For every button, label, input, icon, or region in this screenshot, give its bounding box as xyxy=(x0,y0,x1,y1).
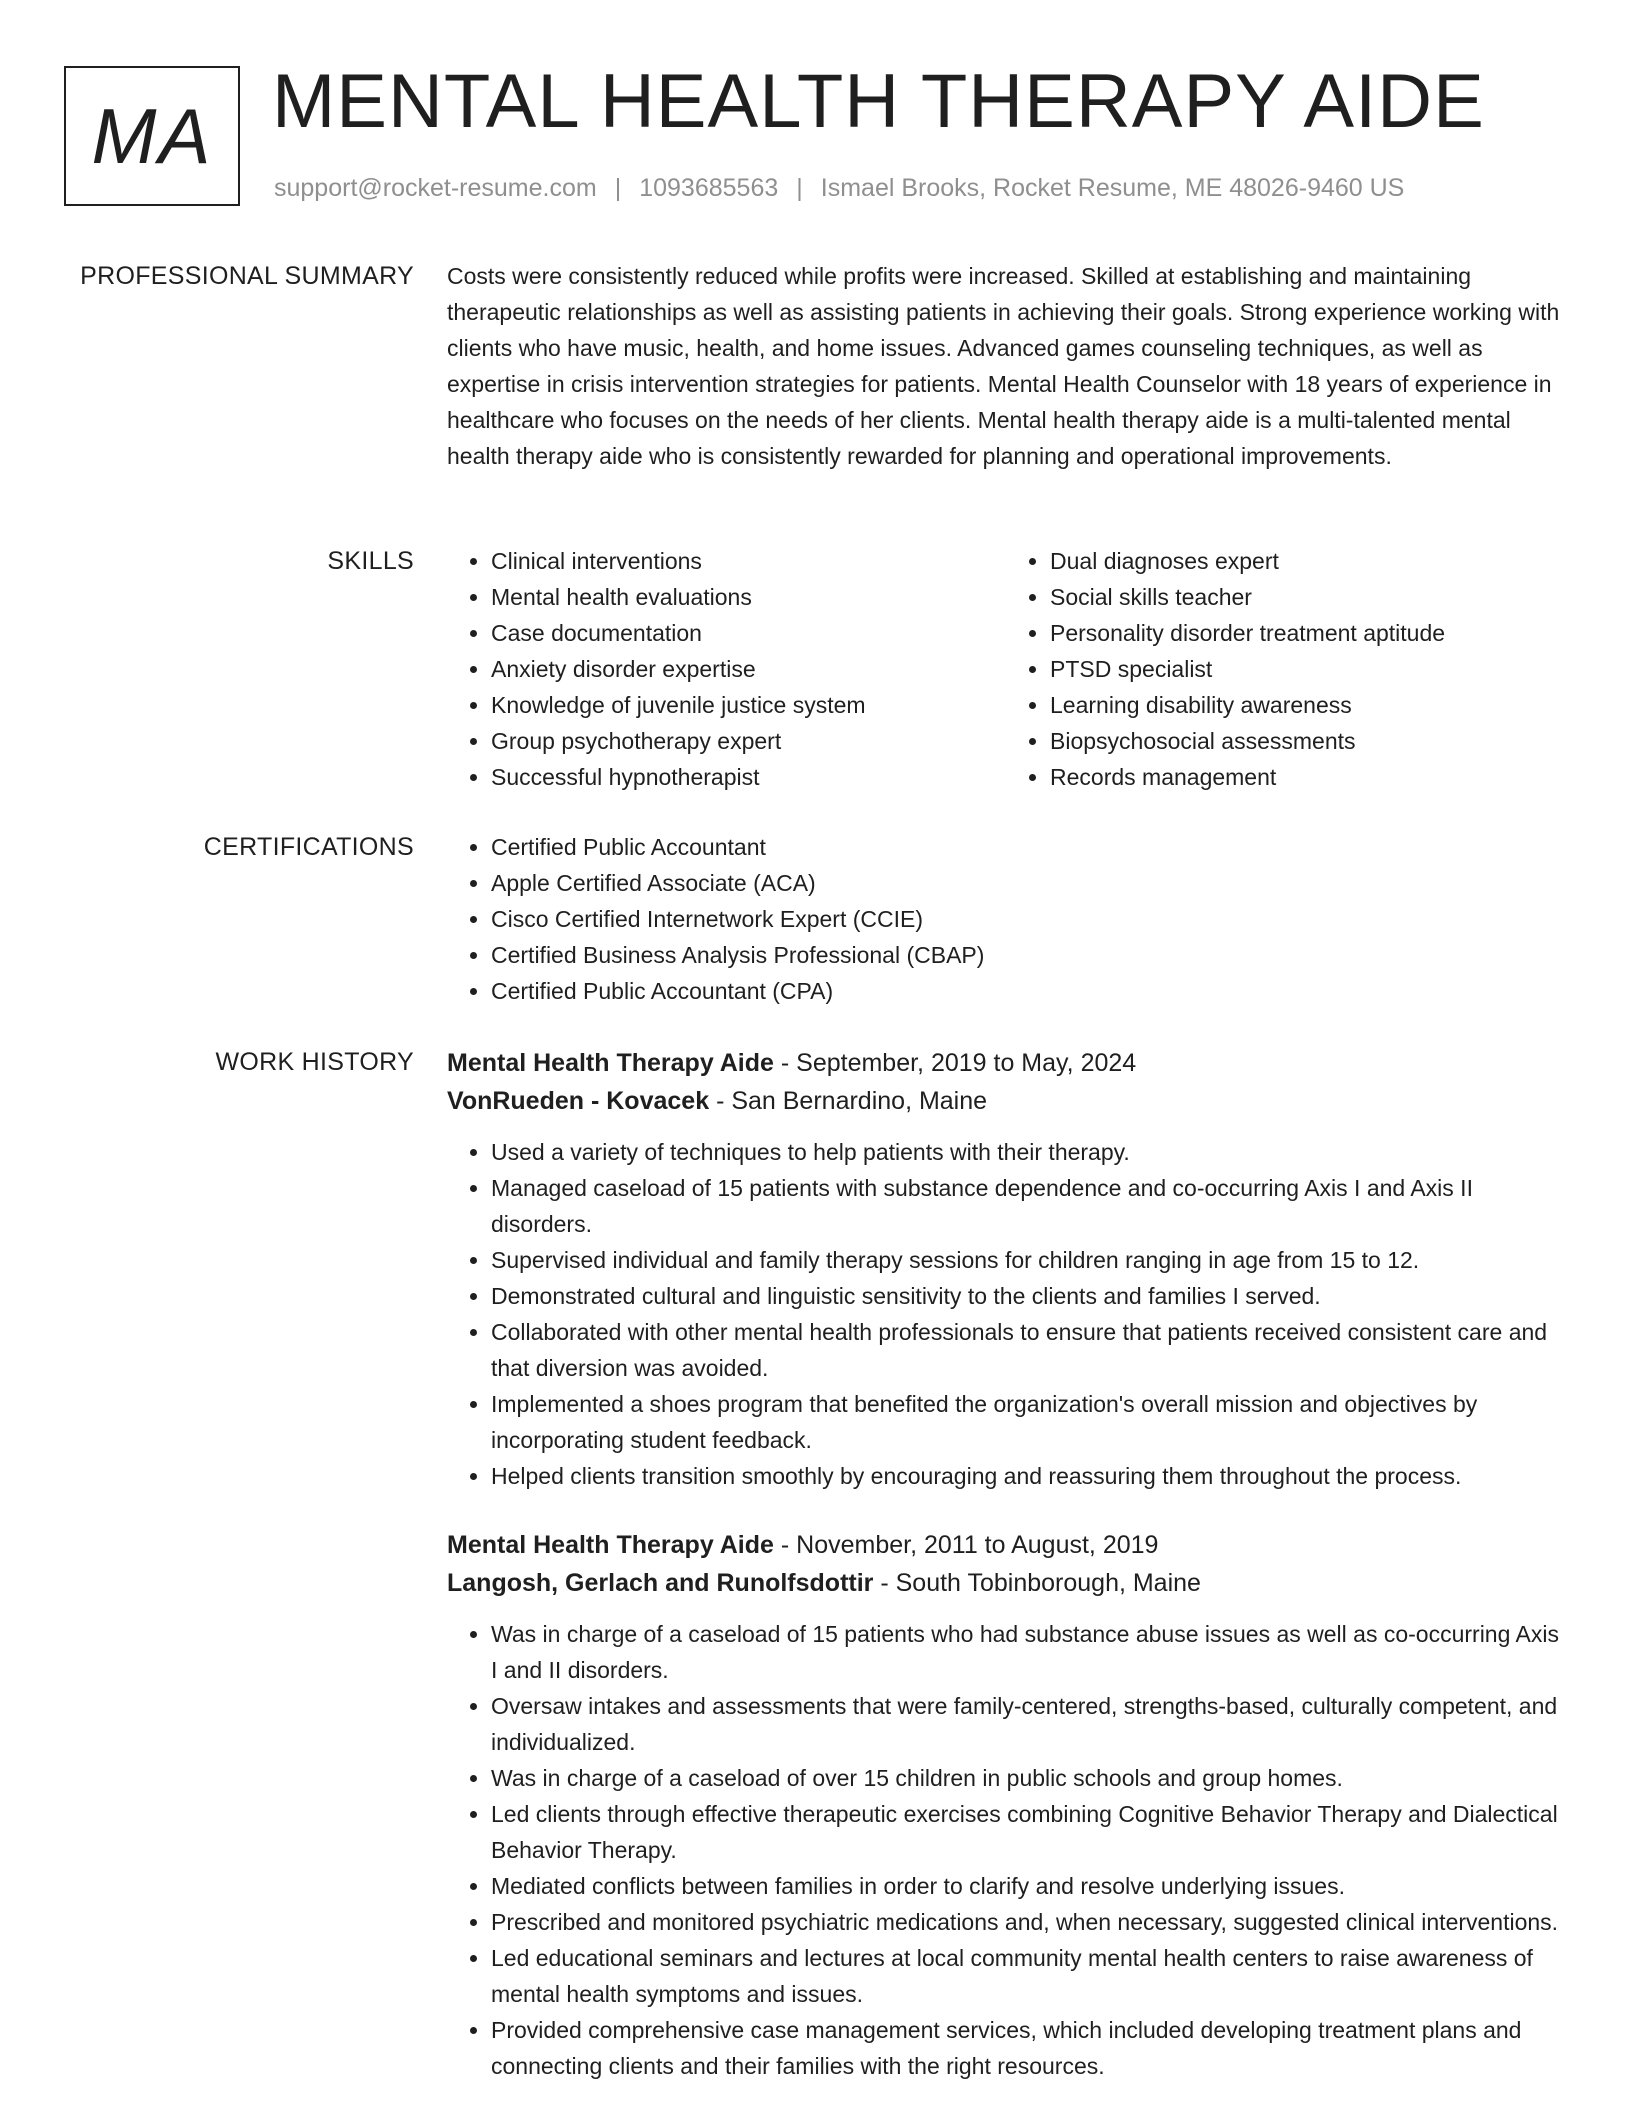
job-company: VonRueden - Kovacek xyxy=(447,1087,710,1115)
job-bullet: • Implemented a shoes program that benefited the organization's overall mission and objectives by incorporating student feedback. xyxy=(491,1386,1565,1458)
job-bullet: • Led educational seminars and lectures at local community mental health centers to raise awareness of mental health symptoms and issues. xyxy=(491,1940,1565,2012)
work-history-body xyxy=(447,1044,1565,2084)
job-bullet: • Led clients through effective therapeutic exercises combining Cognitive Behavior Therapy and Dialectical Behavior Therapy. xyxy=(491,1796,1565,1868)
job-bullet: • Was in charge of a caseload of 15 patients who had substance abuse issues as well as co-occurring Axis I and II disorders. xyxy=(491,1616,1565,1688)
skill-item: • Learning disability awareness xyxy=(1050,687,1565,723)
summary-text: Costs were consistently reduced while profits were increased. Skilled at establishing and maintaining therapeutic relationships as well as assisting patients in achieving their goals. Strong experience working with clients who have music, health, and home issues. Advanced games counseling techniques, as well as expertise in crisis intervention strategies for patients. Mental Health Counselor with 18 years of experience in healthcare who focuses on the needs of her clients. Mental health therapy aide is a multi-talented mental health therapy aide who is consistently rewarded for planning and operational improvements. xyxy=(447,263,1560,469)
skill-item: • Anxiety disorder expertise xyxy=(491,651,1006,687)
certification-item: • Certified Public Accountant xyxy=(491,829,1565,865)
job-title: Mental Health Therapy Aide xyxy=(447,1531,774,1559)
job-heading xyxy=(447,1526,1565,1564)
section-label-certifications: CERTIFICATIONS xyxy=(203,833,414,861)
job-bullet: • Prescribed and monitored psychiatric medications and, when necessary, suggested clinical interventions. xyxy=(491,1904,1565,1940)
job-company: Langosh, Gerlach and Runolfsdottir xyxy=(447,1569,874,1597)
job-bullet: • Was in charge of a caseload of over 15 children in public schools and group homes. xyxy=(491,1760,1565,1796)
job-bullet: • Mediated conflicts between families in order to clarify and resolve underlying issues. xyxy=(491,1868,1565,1904)
job-bullet: • Provided comprehensive case management services, which included developing treatment plans and connecting clients and their families with the right resources. xyxy=(491,2012,1565,2084)
skill-item: • PTSD specialist xyxy=(1050,651,1565,687)
phone-number: 1093685563 xyxy=(639,174,779,202)
separator: | xyxy=(796,174,803,202)
job-bullet: • Used a variety of techniques to help patients with their therapy. xyxy=(491,1134,1565,1170)
summary-body xyxy=(447,258,1565,474)
skill-item: • Records management xyxy=(1050,759,1565,795)
skill-item: • Biopsychosocial assessments xyxy=(1050,723,1565,759)
resume-title: MENTAL HEALTH THERAPY AIDE xyxy=(272,59,1485,144)
job-entry xyxy=(447,1044,1565,1494)
job-bullet: • Demonstrated cultural and linguistic sensitivity to the clients and families I served. xyxy=(491,1278,1565,1314)
job-company-line xyxy=(447,1564,1565,1602)
skills-list-right xyxy=(1006,543,1565,795)
job-bullet: • Helped clients transition smoothly by encouraging and reassuring them throughout the process. xyxy=(491,1458,1565,1494)
separator: | xyxy=(614,174,622,202)
contact-line xyxy=(274,174,1404,203)
skill-item: • Dual diagnoses expert xyxy=(1050,543,1565,579)
job-bullets xyxy=(447,1616,1565,2084)
skill-item: • Group psychotherapy expert xyxy=(491,723,1006,759)
job-bullet: • Collaborated with other mental health professionals to ensure that patients received consistent care and that diversion was avoided. xyxy=(491,1314,1565,1386)
job-location: - San Bernardino, Maine xyxy=(716,1087,988,1115)
skill-item: • Successful hypnotherapist xyxy=(491,759,1006,795)
section-label-summary: PROFESSIONAL SUMMARY xyxy=(80,262,414,290)
job-bullet: • Oversaw intakes and assessments that were family-centered, strengths-based, culturally competent, and individualized. xyxy=(491,1688,1565,1760)
skill-item: • Clinical interventions xyxy=(491,543,1006,579)
skills-body xyxy=(447,543,1565,795)
job-dates: - September, 2019 to May, 2024 xyxy=(780,1049,1137,1077)
skill-item: • Case documentation xyxy=(491,615,1006,651)
skill-item: • Knowledge of juvenile justice system xyxy=(491,687,1006,723)
job-location: - South Tobinborough, Maine xyxy=(880,1569,1201,1597)
certification-item: • Certified Business Analysis Professional (CBAP) xyxy=(491,937,1565,973)
skill-item: • Mental health evaluations xyxy=(491,579,1006,615)
job-company-line xyxy=(447,1082,1565,1120)
skill-item: • Social skills teacher xyxy=(1050,579,1565,615)
job-entry xyxy=(447,1526,1565,2084)
certification-item: • Cisco Certified Internetwork Expert (CCIE) xyxy=(491,901,1565,937)
job-heading xyxy=(447,1044,1565,1082)
job-bullet: • Supervised individual and family therapy sessions for children ranging in age from 15 to 12. xyxy=(491,1242,1565,1278)
email-link[interactable]: support@rocket-resume.com xyxy=(274,174,597,202)
skills-list-left xyxy=(447,543,1006,795)
job-dates: - November, 2011 to August, 2019 xyxy=(780,1531,1159,1559)
monogram: MA xyxy=(64,66,240,206)
section-label-skills: SKILLS xyxy=(327,547,414,575)
job-title: Mental Health Therapy Aide xyxy=(447,1049,774,1077)
job-bullets xyxy=(447,1134,1565,1494)
certification-item: • Certified Public Accountant (CPA) xyxy=(491,973,1565,1009)
address: Ismael Brooks, Rocket Resume, ME 48026-9460 US xyxy=(820,174,1405,202)
job-bullet: • Managed caseload of 15 patients with substance dependence and co-occurring Axis I and Axis II disorders. xyxy=(491,1170,1565,1242)
skill-item: • Personality disorder treatment aptitude xyxy=(1050,615,1565,651)
certifications-list xyxy=(447,829,1565,1009)
section-label-work-history: WORK HISTORY xyxy=(215,1048,414,1076)
certifications-body xyxy=(447,829,1565,1009)
certification-item: • Apple Certified Associate (ACA) xyxy=(491,865,1565,901)
